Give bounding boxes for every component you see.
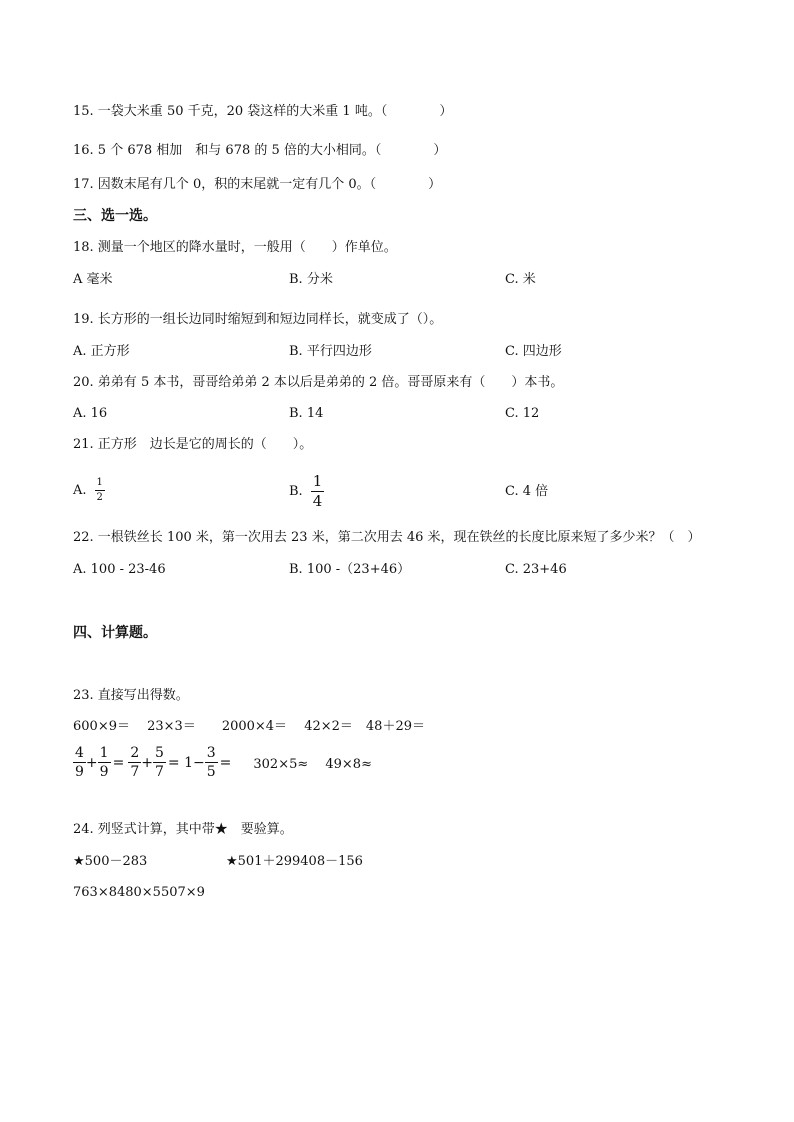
fraction-bar: [205, 762, 218, 763]
fraction-numerator: 5: [154, 745, 164, 761]
fraction: [205, 746, 218, 779]
question-24: 24. 列竖式计算，其中带★ 要验算。: [73, 822, 293, 837]
q18-option-a: A 毫米: [73, 272, 113, 287]
question-15: 15. 一袋大米重 50 千克，20 袋这样的大米重 1 吨。（ ）: [73, 104, 453, 119]
section-4-title: 四、计算题。: [73, 625, 157, 641]
q20-option-c: C. 12: [505, 406, 540, 421]
q24-row-2: 763×8480×5507×9: [73, 885, 205, 900]
question-19: 19. 长方形的一组长边同时缩短到和短边同样长，就变成了（）。: [73, 312, 443, 327]
question-18: 18. 测量一个地区的降水量时，一般用（ ）作单位。: [73, 240, 397, 255]
fraction-denominator: 7: [130, 764, 140, 780]
fraction-bar: [98, 762, 111, 763]
fraction-one-half: [95, 478, 105, 503]
fraction-denominator: 4: [312, 492, 323, 510]
q21-option-a-label: A.: [73, 482, 87, 498]
fraction-numerator: 1: [99, 745, 109, 761]
equals-one-minus: = 1−: [167, 754, 205, 771]
q23-estimation: 302×5≈ 49×8≈: [253, 757, 372, 772]
q21-option-b: [289, 474, 324, 509]
question-20: 20. 弟弟有 5 本书，哥哥给弟弟 2 本以后是弟弟的 2 倍。哥哥原来有（ ）本书。: [73, 375, 564, 390]
q21-option-a: [73, 478, 105, 503]
q24-item-1: ★500－283: [73, 854, 148, 869]
q19-option-a: A. 正方形: [73, 344, 130, 359]
question-22: 22. 一根铁丝长 100 米，第一次用去 23 米，第二次用去 46 米，现在铁丝的长度比原来短了多少米？（ ）: [73, 530, 701, 545]
q19-option-b: B. 平行四边形: [289, 344, 372, 359]
q21-option-b-label: B.: [289, 483, 303, 499]
fraction: [128, 746, 141, 779]
q22-option-b: B. 100 -（23+46）: [289, 562, 411, 577]
q24-item-2: ★501＋299408－156: [226, 854, 363, 869]
fraction: [98, 746, 111, 779]
q20-option-b: B. 14: [289, 406, 324, 421]
section-3-title: 三、选一选。: [73, 208, 157, 224]
q19-option-c: C. 四边形: [505, 344, 562, 359]
fraction-denominator: 2: [96, 492, 103, 503]
fraction-denominator: 9: [75, 764, 84, 780]
q18-option-c: C. 米: [505, 272, 536, 287]
fraction: [153, 746, 166, 779]
fraction-numerator: 2: [130, 745, 140, 761]
fraction-bar: [95, 490, 105, 491]
fraction-numerator: 1: [96, 477, 103, 488]
q23-fraction-row: [73, 746, 372, 779]
fraction-denominator: 5: [206, 764, 216, 780]
question-16: 16. 5 个 678 相加 和与 678 的 5 倍的大小相同。（ ）: [73, 143, 447, 158]
q20-option-a: A. 16: [73, 406, 108, 421]
fraction-numerator: 3: [206, 745, 216, 761]
fraction-one-quarter: [311, 474, 325, 509]
q21-option-c: C. 4 倍: [505, 484, 549, 499]
fraction-denominator: 7: [154, 764, 164, 780]
plus-sign: +: [85, 754, 98, 771]
q22-option-c: C. 23+46: [505, 562, 567, 577]
fraction: [73, 746, 86, 779]
fraction-bar: [73, 762, 86, 763]
fraction-bar: [128, 762, 141, 763]
fraction-bar: [153, 762, 166, 763]
fraction-numerator: 1: [312, 472, 323, 490]
fraction-numerator: 4: [75, 745, 84, 761]
equals-sign: =: [219, 754, 232, 771]
q23-arithmetic-row: 600×9＝ 23×3＝ 2000×4＝ 42×2＝ 48＋29＝: [73, 719, 425, 734]
plus-sign: +: [141, 754, 153, 771]
question-21: 21. 正方形 边长是它的周长的（ ）。: [73, 437, 313, 452]
fraction-denominator: 9: [99, 764, 109, 780]
q18-option-b: B. 分米: [289, 272, 333, 287]
question-23: 23. 直接写出得数。: [73, 688, 189, 703]
equals-sign: =: [112, 754, 125, 771]
q22-option-a: A. 100 - 23-46: [73, 562, 166, 577]
question-17: 17. 因数末尾有几个 0，积的末尾就一定有几个 0。（ ）: [73, 177, 442, 192]
